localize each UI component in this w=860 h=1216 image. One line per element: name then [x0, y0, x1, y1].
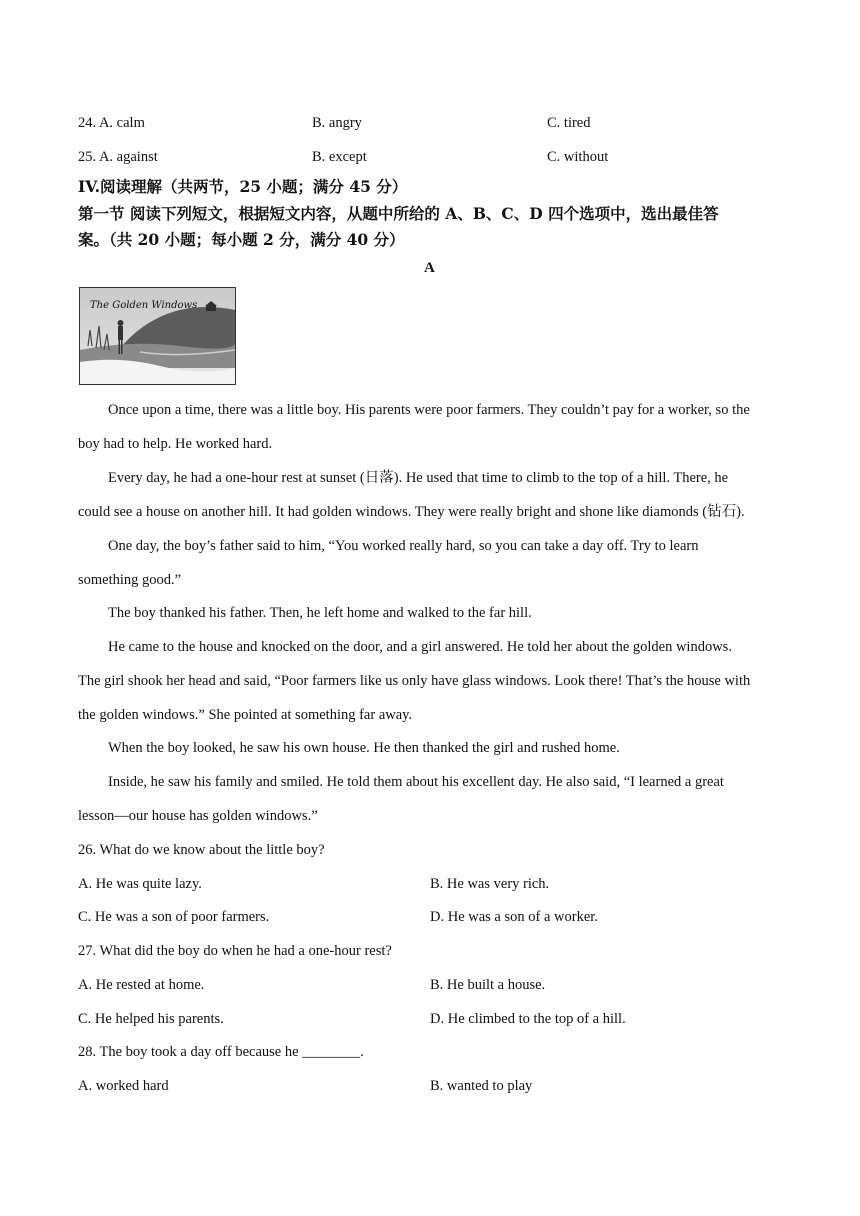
- q28-option-b: B. wanted to play: [430, 1078, 533, 1094]
- q25-option-b: B. except: [312, 149, 367, 165]
- passage-p1-line2: boy had to help. He worked hard.: [78, 436, 273, 452]
- passage-p3-line1: One day, the boy’s father said to him, “You worked really hard, so you can take a day off. Try to learn: [108, 538, 699, 554]
- q26-option-d: D. He was a son of a worker.: [430, 909, 598, 925]
- illustration-title: The Golden Windows: [90, 300, 198, 311]
- passage-p4: The boy thanked his father. Then, he left home and walked to the far hill.: [108, 605, 532, 621]
- q27-stem: 27. What did the boy do when he had a one-hour rest?: [78, 943, 392, 959]
- passage-p7-line1: Inside, he saw his family and smiled. He told them about his excellent day. He also said, “I learned a great: [108, 774, 724, 790]
- q24-option-c: C. tired: [547, 115, 591, 131]
- passage-p5-line3: the golden windows.” She pointed at something far away.: [78, 707, 413, 723]
- passage-p7-line2: lesson—our house has golden windows.”: [78, 808, 318, 824]
- q27-option-b: B. He built a house.: [430, 977, 546, 993]
- passage-p2-line2: could see a house on another hill. It had golden windows. They were really bright and shone like diamonds (钻石).: [78, 504, 745, 520]
- q25-option-a: 25. A. against: [78, 149, 158, 165]
- q26-option-b: B. He was very rich.: [430, 876, 550, 892]
- passage-p5-line1: He came to the house and knocked on the door, and a girl answered. He told her about the golden windows.: [108, 639, 732, 655]
- q24-option-b: B. angry: [312, 115, 362, 131]
- passage-p3-line2: something good.”: [78, 572, 182, 588]
- q26-stem: 26. What do we know about the little boy?: [78, 842, 325, 858]
- q27-option-c: C. He helped his parents.: [78, 1011, 224, 1027]
- q28-option-a: A. worked hard: [78, 1078, 169, 1094]
- section-heading: IV.阅读理解（共两节，25 小题；满分 45 分）: [78, 177, 408, 196]
- q27-option-a: A. He rested at home.: [78, 977, 205, 993]
- golden-windows-illustration: [79, 287, 236, 385]
- q25-option-c: C. without: [547, 149, 609, 165]
- passage-p2-line1: Every day, he had a one-hour rest at sunset (日落). He used that time to climb to the top of a hill. There, he: [108, 470, 729, 486]
- q27-option-d: D. He climbed to the top of a hill.: [430, 1011, 626, 1027]
- q26-option-c: C. He was a son of poor farmers.: [78, 909, 270, 925]
- passage-label: A: [424, 260, 435, 276]
- passage-p5-line2: The girl shook her head and said, “Poor farmers like us only have glass windows. Look there! That’s the house with: [78, 673, 751, 689]
- section-instructions-line2: 案。（共 20 小题；每小题 2 分，满分 40 分）: [78, 230, 405, 249]
- q26-option-a: A. He was quite lazy.: [78, 876, 202, 892]
- q24-option-a: 24. A. calm: [78, 115, 145, 131]
- passage-p1-line1: Once upon a time, there was a little boy. His parents were poor farmers. They couldn’t pay for a worker, so the: [108, 402, 750, 418]
- q28-stem: 28. The boy took a day off because he ________.: [78, 1044, 364, 1060]
- section-instructions-line1: 第一节 阅读下列短文，根据短文内容，从题中所给的 A、B、C、D 四个选项中，选出最佳答: [78, 204, 719, 223]
- passage-p6: When the boy looked, he saw his own house. He then thanked the girl and rushed home.: [108, 740, 620, 756]
